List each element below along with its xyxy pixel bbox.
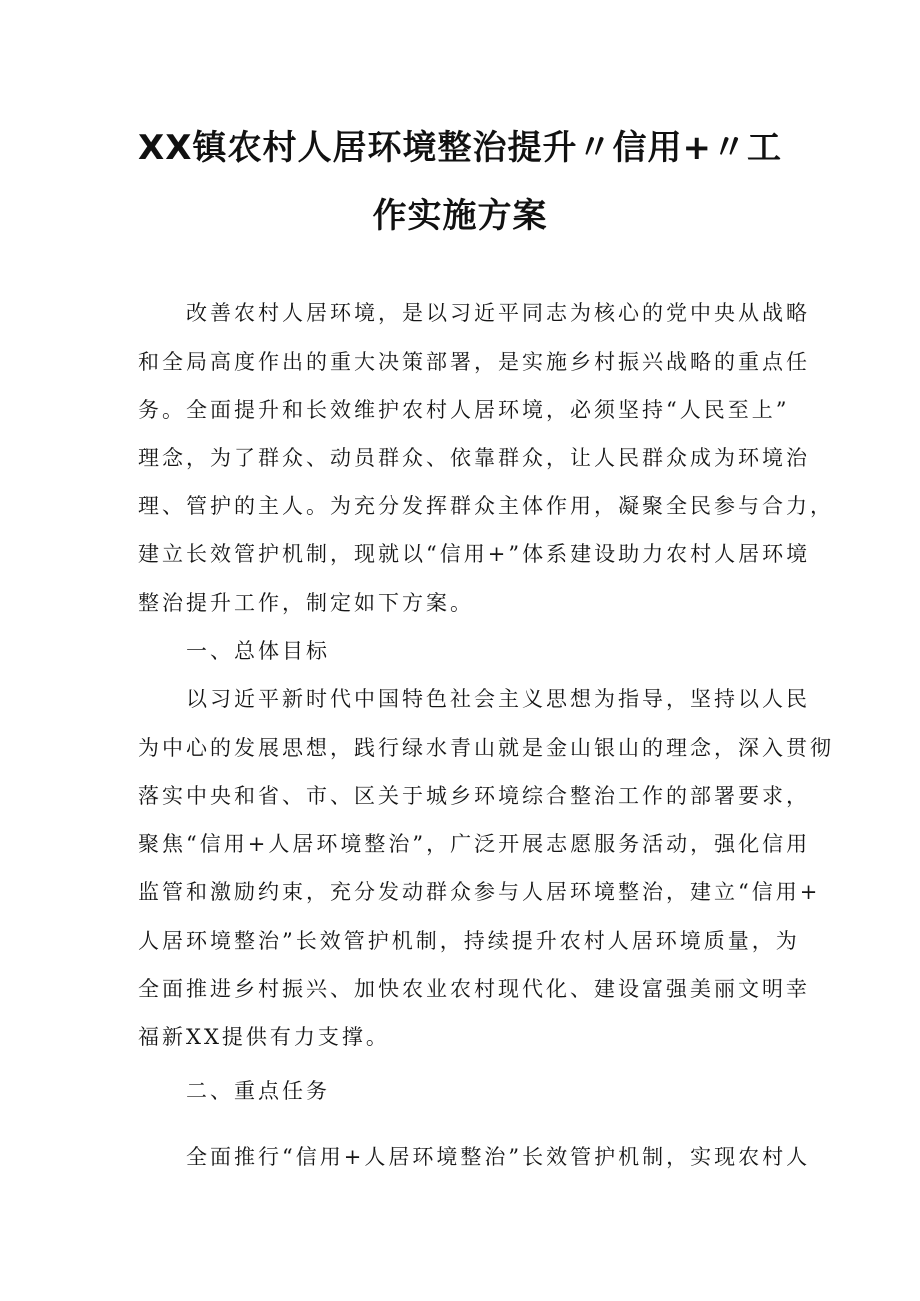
paragraph-line: 以习近平新时代中国特色社会主义思想为指导，坚持以人民 [186,687,810,711]
paragraph-line: 福新XX提供有力支撑。 [138,1025,390,1049]
paragraph-line: 监管和激励约束，充分发动群众参与人居环境整治，建立“信用+ [138,880,821,904]
paragraph-line: 改善农村人居环境，是以习近平同志为核心的党中央从战略 [186,301,810,325]
paragraph-line: 务。全面提升和长效维护农村人居环境，必须坚持“人民至上” [138,398,790,422]
paragraph-line: 和全局高度作出的重大决策部署，是实施乡村振兴战略的重点任 [138,350,810,374]
paragraph-line: 建立长效管护机制，现就以“信用+”体系建设助力农村人居环境 [138,542,811,566]
document-title-line-1: XX镇农村人居环境整治提升〃信用+〃工 [138,128,782,168]
paragraph-line: 整治提升工作，制定如下方案。 [138,591,474,615]
paragraph-line: 人居环境整治”长效管护机制，持续提升农村人居环境质量，为 [138,929,800,953]
paragraph-line: 理念，为了群众、动员群众、依靠群众，让人民群众成为环境治 [138,446,810,470]
paragraph-line: 全面推进乡村振兴、加快农业农村现代化、建设富强美丽文明幸 [138,977,810,1001]
paragraph-line: 聚焦“信用+人居环境整治”，广泛开展志愿服务活动，强化信用 [138,832,811,856]
document-title-line-2: 作实施方案 [372,196,548,236]
paragraph-line: 落实中央和省、市、区关于城乡环境综合整治工作的部署要求， [138,784,810,808]
section-heading: 二、重点任务 [186,1079,330,1103]
paragraph-line: 为中心的发展思想，践行绿水青山就是金山银山的理念，深入贯彻 [138,736,834,760]
section-heading: 一、总体目标 [186,639,330,663]
paragraph-line: 理、管护的主人。为充分发挥群众主体作用，凝聚全民参与合力， [138,494,834,518]
paragraph-line: 全面推行“信用+人居环境整治”长效管护机制，实现农村人 [186,1145,811,1169]
